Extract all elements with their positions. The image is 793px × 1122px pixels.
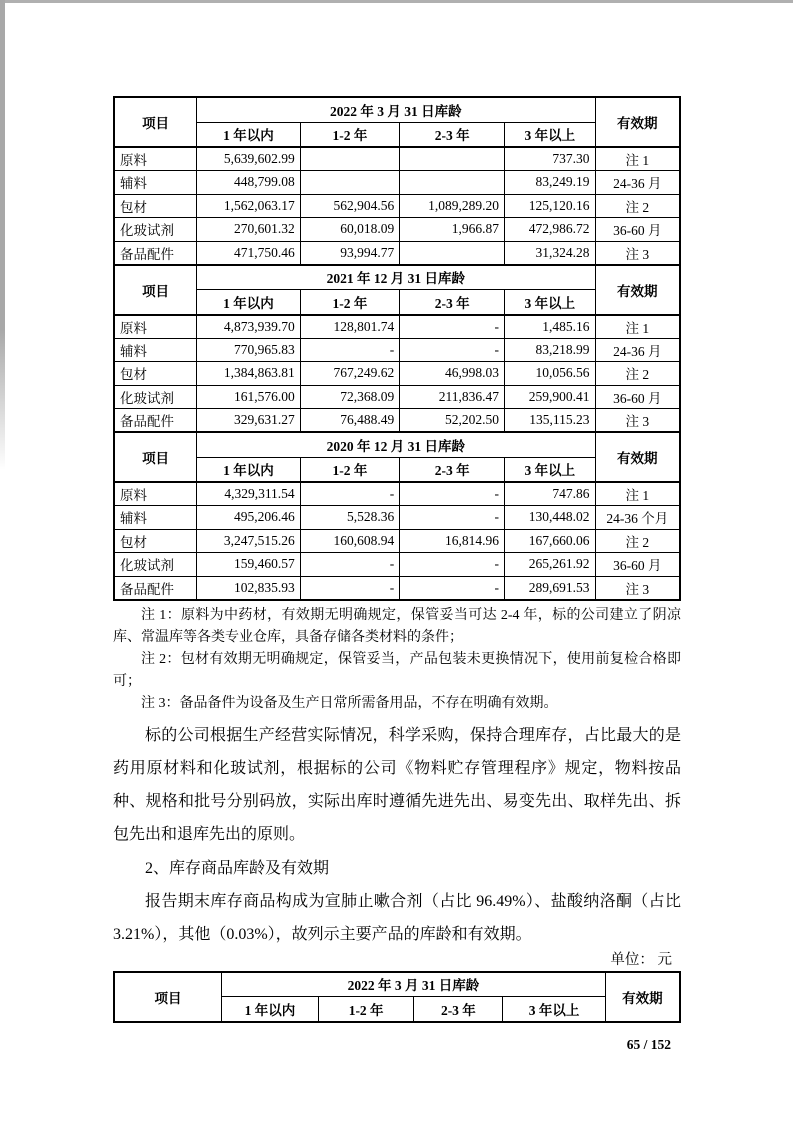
value-cell: 31,324.28 [505,241,596,265]
page-edge-left [0,0,5,470]
col-header-age-2: 2-3 年 [400,457,505,482]
value-cell: 46,998.03 [400,362,505,386]
value-cell: 562,904.56 [300,194,400,218]
item-cell: 包材 [114,362,197,386]
section-heading: 2、库存商品库龄及有效期 [145,859,330,877]
item-cell: 辅料 [114,506,197,530]
value-cell: 76,488.49 [300,409,400,433]
value-cell: 125,120.16 [505,194,596,218]
paragraph-storage-policy: 标的公司根据生产经营实际情况，科学采购，保持合理库存，占比最大的是药用原材料和化玻试剂，根据标的公司《物料贮存管理程序》规定，物料按品种、规格和批号分别码放，实际出库时遵循先进先出、易变先出、取样先出、拆包先出和退库先出的原则。 [113,726,681,843]
col-header-age-2: 2-3 年 [400,122,505,147]
page-content [113,96,681,1053]
validity-cell: 注 1 [595,315,680,339]
value-cell: 1,089,289.20 [400,194,505,218]
item-cell: 化玻试剂 [114,553,197,577]
value-cell: - [300,576,400,600]
validity-cell: 注 2 [595,194,680,218]
item-cell: 辅料 [114,171,197,195]
value-cell: 5,528.36 [300,506,400,530]
table-row [114,482,680,506]
value-cell: 93,994.77 [300,241,400,265]
value-cell: 1,485.16 [505,315,596,339]
product-aging-table-header [113,971,681,1023]
col-header-age-2: 2-3 年 [400,290,505,315]
col-header-age-0: 1 年以内 [197,290,301,315]
value-cell [400,241,505,265]
value-cell: 5,639,602.99 [197,147,301,171]
col-header-item: 项目 [114,972,222,1022]
value-cell: 270,601.32 [197,218,301,242]
value-cell: 167,660.06 [505,529,596,553]
value-cell: 211,836.47 [400,385,505,409]
page-edge-top [0,0,793,3]
value-cell: - [400,482,505,506]
value-cell: 4,329,311.54 [197,482,301,506]
col-header-item: 项目 [114,265,197,315]
col-header-item: 项目 [114,432,197,482]
col-header-validity: 有效期 [595,432,680,482]
value-cell: 161,576.00 [197,385,301,409]
value-cell: 72,368.09 [300,385,400,409]
value-cell [300,147,400,171]
value-cell: 16,814.96 [400,529,505,553]
note-1: 注 1：原料为中药材，有效期无明确规定，保管妥当可达 2-4 年，标的公司建立了阴凉库、常温库等各类专业仓库，具备存储各类材料的条件； [113,607,681,645]
col-header-validity: 有效期 [605,972,680,1022]
table-row [114,409,680,433]
table-row [114,241,680,265]
value-cell: 471,750.46 [197,241,301,265]
value-cell: - [400,553,505,577]
item-cell: 包材 [114,194,197,218]
table-row [114,147,680,171]
validity-cell: 注 2 [595,529,680,553]
col-header-age-3: 3 年以上 [503,997,605,1022]
table-row [114,218,680,242]
col-header-age-1: 1-2 年 [300,457,400,482]
validity-cell: 注 3 [595,409,680,433]
col-header-age-0: 1 年以内 [197,122,301,147]
item-cell: 辅料 [114,338,197,362]
value-cell: 83,249.19 [505,171,596,195]
note-2: 注 2：包材有效期无明确规定，保管妥当，产品包装未更换情况下，使用前复检合格即可； [113,651,681,689]
value-cell: 135,115.23 [505,409,596,433]
value-cell: - [400,315,505,339]
value-cell: - [300,482,400,506]
value-cell: - [300,338,400,362]
value-cell: 130,448.02 [505,506,596,530]
value-cell: 770,965.83 [197,338,301,362]
value-cell: 159,460.57 [197,553,301,577]
period-title: 2020 年 12 月 31 日库龄 [197,432,595,457]
table-row [114,385,680,409]
table-row [114,338,680,362]
item-cell: 备品配件 [114,576,197,600]
value-cell: 60,018.09 [300,218,400,242]
item-cell: 化玻试剂 [114,385,197,409]
value-cell [400,171,505,195]
inventory-aging-table-2021-12-31 [113,264,681,434]
value-cell: 1,966.87 [400,218,505,242]
col-header-age-3: 3 年以上 [505,457,596,482]
validity-cell: 注 1 [595,482,680,506]
inventory-aging-table-2020-12-31 [113,431,681,601]
value-cell: 265,261.92 [505,553,596,577]
validity-cell: 24-36 个月 [595,506,680,530]
value-cell: 259,900.41 [505,385,596,409]
value-cell: 329,631.27 [197,409,301,433]
value-cell [300,171,400,195]
value-cell: 102,835.93 [197,576,301,600]
value-cell: 737.30 [505,147,596,171]
col-header-item: 项目 [114,97,197,147]
item-cell: 包材 [114,529,197,553]
period-title: 2022 年 3 月 31 日库龄 [197,97,595,122]
validity-cell: 24-36 月 [595,171,680,195]
table-row [114,506,680,530]
value-cell: 4,873,939.70 [197,315,301,339]
table-row [114,171,680,195]
page-number: 65 / 152 [626,1036,671,1052]
table-row [114,576,680,600]
validity-cell: 注 2 [595,362,680,386]
value-cell: 448,799.08 [197,171,301,195]
value-cell: 3,247,515.26 [197,529,301,553]
item-cell: 备品配件 [114,241,197,265]
col-header-validity: 有效期 [595,97,680,147]
col-header-age-3: 3 年以上 [505,122,596,147]
validity-cell: 注 3 [595,241,680,265]
validity-cell: 36-60 月 [595,385,680,409]
value-cell: 472,986.72 [505,218,596,242]
item-cell: 原料 [114,147,197,171]
col-header-validity: 有效期 [595,265,680,315]
table-row [114,315,680,339]
value-cell: 52,202.50 [400,409,505,433]
col-header-age-1: 1-2 年 [318,997,414,1022]
value-cell: - [400,576,505,600]
value-cell: 160,608.94 [300,529,400,553]
table-row [114,553,680,577]
validity-cell: 36-60 月 [595,553,680,577]
value-cell: 83,218.99 [505,338,596,362]
value-cell: - [300,553,400,577]
value-cell: 128,801.74 [300,315,400,339]
value-cell: 767,249.62 [300,362,400,386]
value-cell: 1,562,063.17 [197,194,301,218]
col-header-age-0: 1 年以内 [222,997,319,1022]
validity-cell: 24-36 月 [595,338,680,362]
col-header-age-1: 1-2 年 [300,290,400,315]
table-row [114,529,680,553]
value-cell: 289,691.53 [505,576,596,600]
col-header-age-2: 2-3 年 [414,997,503,1022]
col-header-age-0: 1 年以内 [197,457,301,482]
validity-cell: 注 3 [595,576,680,600]
item-cell: 备品配件 [114,409,197,433]
note-3: 注 3：备品备件为设备及生产日常所需备用品，不存在明确有效期。 [141,695,558,711]
col-header-age-1: 1-2 年 [300,122,400,147]
value-cell: - [400,338,505,362]
item-cell: 原料 [114,315,197,339]
value-cell [400,147,505,171]
value-cell: 10,056.56 [505,362,596,386]
value-cell: 747.86 [505,482,596,506]
value-cell: - [400,506,505,530]
validity-cell: 36-60 月 [595,218,680,242]
unit-label: 单位： 元 [610,951,672,968]
paragraph-product-mix: 报告期末库存商品构成为宣肺止嗽合剂（占比 96.49%）、盐酸纳洛酮（占比 3.21%），其他（0.03%），故列示主要产品的库龄和有效期。 [113,892,681,943]
table-row [114,194,680,218]
col-header-age-3: 3 年以上 [505,290,596,315]
period-title: 2022 年 3 月 31 日库龄 [222,972,606,997]
value-cell: 495,206.46 [197,506,301,530]
table-row [114,362,680,386]
item-cell: 原料 [114,482,197,506]
inventory-aging-table-2022-03-31 [113,96,681,266]
period-title: 2021 年 12 月 31 日库龄 [197,265,595,290]
item-cell: 化玻试剂 [114,218,197,242]
value-cell: 1,384,863.81 [197,362,301,386]
validity-cell: 注 1 [595,147,680,171]
table-notes [113,605,681,715]
